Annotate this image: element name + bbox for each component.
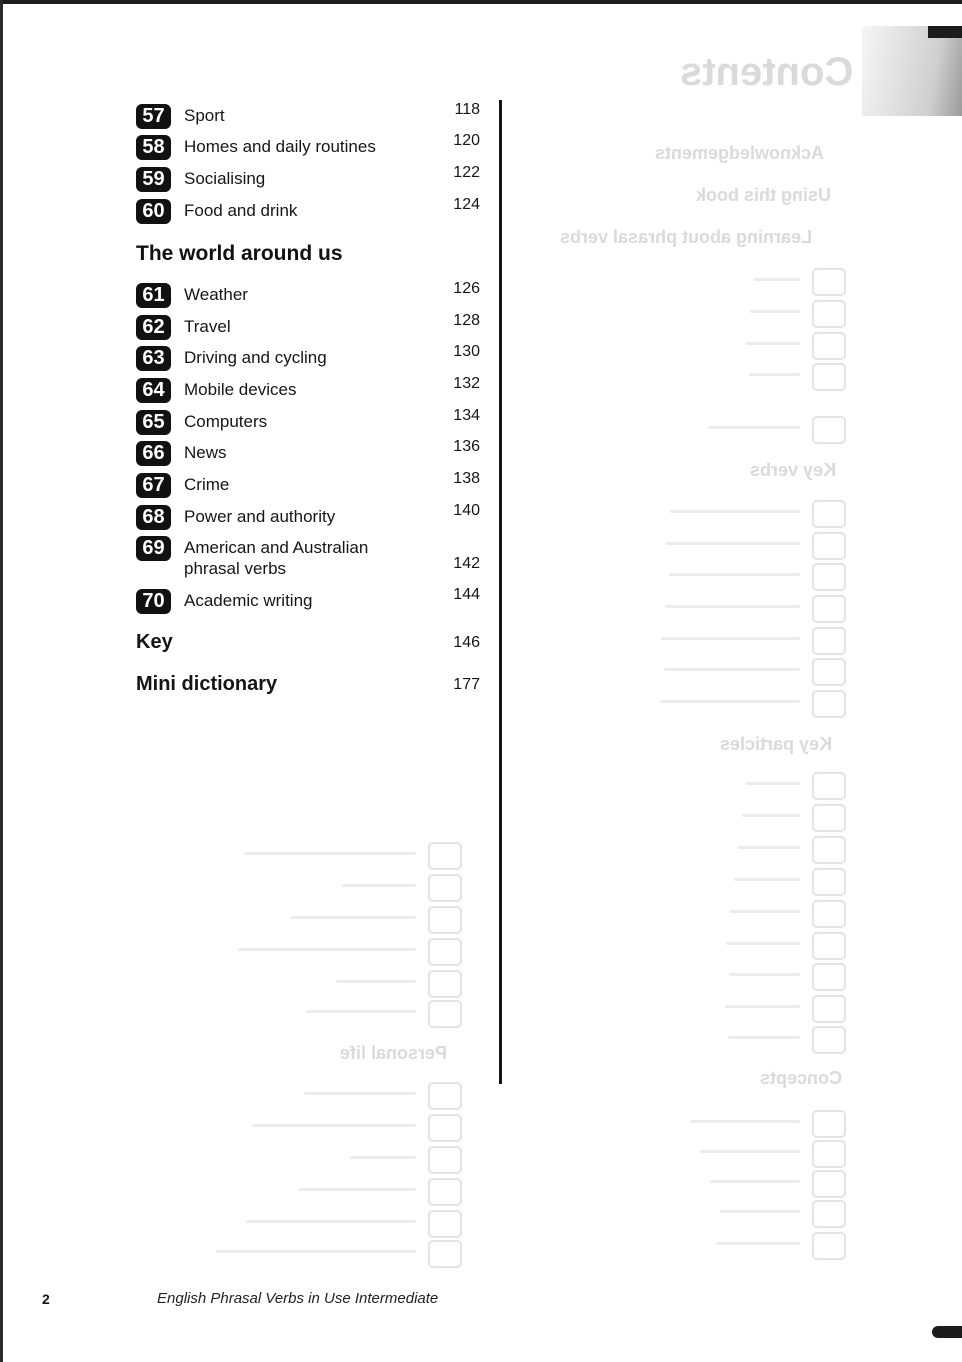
show-through-line: [728, 1036, 800, 1039]
unit-title: Power and authority: [184, 507, 336, 526]
show-through-box: [812, 804, 846, 832]
show-through-line: [734, 878, 800, 881]
unit-title: American and Australian: [184, 538, 369, 557]
show-through-line: [690, 1120, 800, 1123]
show-through-line: [216, 1250, 416, 1253]
show-through-line: [670, 510, 800, 513]
page-number: 144: [453, 586, 480, 603]
section-heading: The world around us: [136, 242, 343, 265]
page-number: 134: [453, 407, 480, 424]
show-through-box: [428, 1240, 462, 1268]
unit-number-badge: 65: [136, 410, 171, 435]
unit-number-badge: 64: [136, 378, 171, 403]
show-through-line: [336, 980, 416, 983]
show-through-line: [660, 700, 800, 703]
show-through-box: [812, 868, 846, 896]
show-through-line: [708, 426, 800, 429]
show-through-line: Using this book: [696, 185, 831, 205]
show-through-box: [428, 1000, 462, 1028]
show-through-box: [812, 932, 846, 960]
unit-number-badge: 57: [136, 104, 171, 129]
unit-title: Travel: [184, 317, 231, 336]
show-through-box: [428, 1210, 462, 1238]
show-through-box: [812, 500, 846, 528]
page-number: 136: [453, 438, 480, 455]
show-through-box: [812, 1200, 846, 1228]
show-through-line: [306, 1010, 416, 1013]
key-heading: Key: [136, 631, 173, 653]
unit-title: Mobile devices: [184, 380, 297, 399]
show-through-box: [428, 1082, 462, 1110]
unit-number-badge: 66: [136, 441, 171, 466]
show-through-box: [812, 900, 846, 928]
unit-number-badge: 60: [136, 199, 171, 224]
page-number: 142: [453, 555, 480, 572]
show-through-line: [342, 884, 416, 887]
show-through-line: [304, 1092, 416, 1095]
unit-number-badge: 58: [136, 135, 171, 160]
show-through-box: [812, 658, 846, 686]
book-title-footer: English Phrasal Verbs in Use Intermediate: [157, 1290, 439, 1307]
unit-title: Homes and daily routines: [184, 137, 376, 156]
show-through-line: Key particles: [720, 734, 833, 754]
page-number: 128: [453, 312, 480, 329]
page-number: 130: [453, 343, 480, 360]
show-through-box: [812, 995, 846, 1023]
mini-dictionary-heading: Mini dictionary: [136, 673, 278, 695]
show-through-line: [746, 342, 800, 345]
show-through-line: [730, 910, 800, 913]
page-number: 122: [453, 164, 480, 181]
unit-number-badge: 62: [136, 315, 171, 340]
page-number: 177: [453, 676, 480, 693]
show-through-line: [716, 1242, 800, 1245]
show-through-heading: Contents: [680, 50, 854, 94]
show-through-box: [812, 836, 846, 864]
show-through-box: [812, 563, 846, 591]
unit-title: Computers: [184, 412, 268, 431]
show-through-line: [298, 1188, 416, 1191]
unit-title: Crime: [184, 475, 230, 494]
page-number: 124: [453, 196, 480, 213]
show-through-box: [428, 1146, 462, 1174]
show-through-line: [720, 1210, 800, 1213]
show-through-line: [700, 1150, 800, 1153]
page-number: 146: [453, 634, 480, 651]
show-through-box: [812, 963, 846, 991]
show-through-line: [244, 852, 416, 855]
show-through-box: [812, 1170, 846, 1198]
show-through-box: [812, 1026, 846, 1054]
unit-number-badge: 59: [136, 167, 171, 192]
show-through-line: Concepts: [760, 1068, 843, 1088]
page-curl-edge: [928, 26, 962, 38]
show-through-line: Key verbs: [750, 460, 837, 480]
show-through-box: [812, 363, 846, 391]
show-through-line: [246, 1220, 416, 1223]
show-through-box: [812, 690, 846, 718]
show-through-box: [428, 874, 462, 902]
show-through-box: [812, 416, 846, 444]
show-through-box: [812, 627, 846, 655]
unit-number-badge: 67: [136, 473, 171, 498]
unit-title: Weather: [184, 285, 248, 304]
show-through-line: Personal life: [340, 1043, 448, 1063]
page-number: 118: [454, 101, 480, 118]
page-number: 132: [453, 375, 480, 392]
page-number-footer: 2: [42, 1291, 50, 1307]
page-number: 120: [453, 132, 480, 149]
show-through-line: [746, 782, 800, 785]
show-through-box: [428, 970, 462, 998]
show-through-box: [428, 938, 462, 966]
show-through-line: Acknowledgements: [655, 143, 825, 163]
show-through-box: [812, 1110, 846, 1138]
show-through-box: [428, 906, 462, 934]
unit-title: Socialising: [184, 169, 266, 188]
show-through-box: [812, 332, 846, 360]
show-through-box: [428, 1114, 462, 1142]
show-through-line: [750, 310, 800, 313]
show-through-line: [665, 605, 800, 608]
unit-title-continued: phrasal verbs: [184, 559, 287, 578]
page-number: 140: [453, 502, 480, 519]
show-through-line: [661, 637, 800, 640]
show-through-line: [729, 973, 800, 976]
show-through-line: [666, 542, 800, 545]
show-through-line: Learning about phrasal verbs: [560, 227, 813, 247]
unit-title: Sport: [184, 106, 225, 125]
show-through-line: [664, 668, 800, 671]
show-through-line: [749, 373, 800, 376]
show-through-box: [812, 772, 846, 800]
show-through-box: [812, 532, 846, 560]
unit-number-badge: 61: [136, 283, 171, 308]
show-through-line: [742, 814, 800, 817]
unit-number-badge: 70: [136, 589, 171, 614]
show-through-line: [669, 573, 800, 576]
show-through-box: [812, 1140, 846, 1168]
show-through-line: [290, 916, 416, 919]
show-through-box: [428, 1178, 462, 1206]
show-through-line: [738, 846, 800, 849]
unit-number-badge: 63: [136, 346, 171, 371]
show-through-box: [428, 842, 462, 870]
show-through-line: [725, 1005, 800, 1008]
unit-title: Food and drink: [184, 201, 298, 220]
unit-title: Driving and cycling: [184, 348, 327, 367]
contents-list: [0, 0, 500, 720]
show-through-line: [238, 948, 416, 951]
show-through-line: [754, 278, 800, 281]
unit-title: Academic writing: [184, 591, 313, 610]
page-curl-edge: [932, 1326, 962, 1338]
show-through-line: [252, 1124, 416, 1127]
show-through-line: [726, 942, 800, 945]
show-through-box: [812, 268, 846, 296]
show-through-line: [710, 1180, 800, 1183]
page-number: 138: [453, 470, 480, 487]
unit-number-badge: 69: [136, 536, 171, 561]
page-number: 126: [453, 280, 480, 297]
unit-number-badge: 68: [136, 505, 171, 530]
show-through-box: [812, 300, 846, 328]
page-curl-shadow: [862, 26, 962, 116]
show-through-box: [812, 1232, 846, 1260]
show-through-line: [350, 1156, 416, 1159]
show-through-box: [812, 595, 846, 623]
unit-title: News: [184, 443, 227, 462]
